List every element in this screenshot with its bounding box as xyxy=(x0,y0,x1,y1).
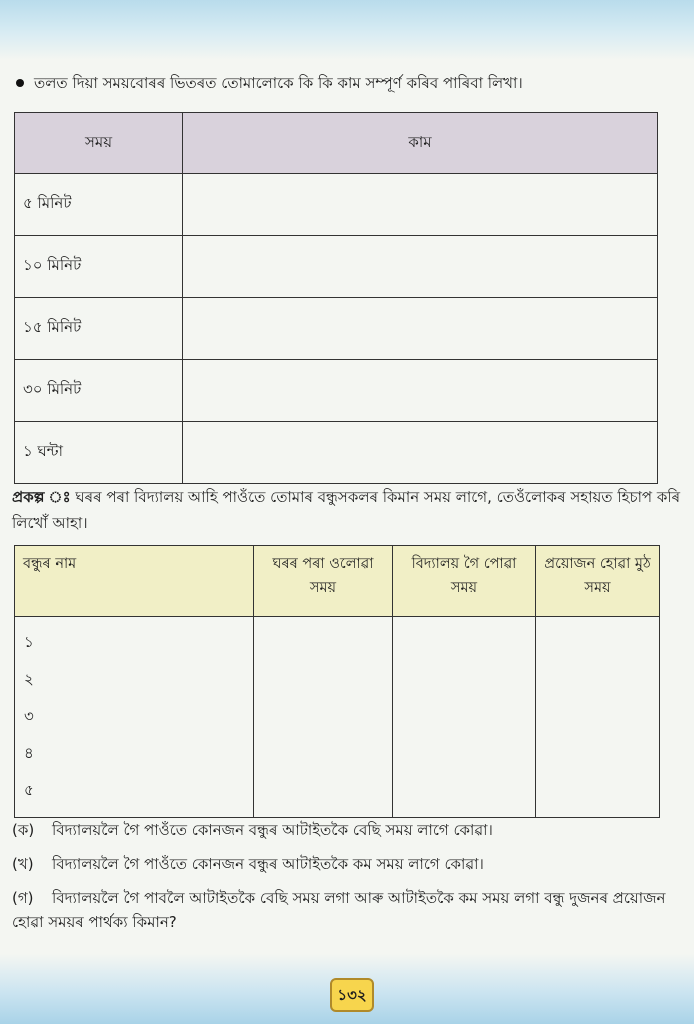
bullet-icon xyxy=(16,79,24,87)
total-time-cell[interactable] xyxy=(536,617,660,818)
project-paragraph xyxy=(12,484,682,536)
header-leave-home-time: ঘৰৰ পৰা ওলোৱা সময় xyxy=(254,546,393,617)
page-number: ১৩২ xyxy=(330,978,374,1012)
project-text: ঘৰৰ পৰা বিদ্যালয় আহি পাওঁতে তোমাৰ বন্ধুসকলৰ কিমান সময় লাগে, তেওঁলোকৰ সহায়ত হিচাপ কৰি লিখোঁ আহা। xyxy=(12,488,681,532)
header-friend-name: বন্ধুৰ নাম xyxy=(15,546,254,617)
list-item: ৪ xyxy=(24,744,34,762)
page-top-shade xyxy=(0,0,694,60)
task-cell[interactable] xyxy=(183,422,658,484)
instruction-line xyxy=(12,72,682,94)
project-label: প্ৰকল্প ঃ xyxy=(12,488,71,506)
table-row xyxy=(15,617,660,818)
time-cell: ১৫ মিনিট xyxy=(15,298,183,360)
table-header-row xyxy=(15,113,658,174)
header-reach-school-time: বিদ্যালয় গৈ পোৱা সময় xyxy=(393,546,536,617)
question-ka xyxy=(12,818,684,842)
list-item: ৫ xyxy=(24,781,34,799)
header-task: কাম xyxy=(183,113,658,174)
task-cell[interactable] xyxy=(183,236,658,298)
question-text: বিদ্যালয়লৈ গৈ পাওঁতে কোনজন বন্ধুৰ আটাইতকৈ বেছি সময় লাগে কোৱা। xyxy=(52,821,493,839)
table-row xyxy=(15,236,658,298)
question-text: বিদ্যালয়লৈ গৈ পাওঁতে কোনজন বন্ধুৰ আটাইতকৈ কম সময় লাগে কোৱা। xyxy=(52,855,484,873)
friends-time-table xyxy=(14,545,660,818)
instruction-text: তলত দিয়া সময়বোৰৰ ভিতৰত তোমালোকে কি কি কাম সম্পূর্ণ কৰিব পাৰিবা লিখা। xyxy=(34,74,523,92)
number-list xyxy=(16,618,252,809)
table-row xyxy=(15,174,658,236)
question-kha xyxy=(12,852,684,876)
task-cell[interactable] xyxy=(183,360,658,422)
question-text: বিদ্যালয়লৈ গৈ পাবলৈ আটাইতকৈ বেছি সময় লগা আৰু আটাইতকৈ কম সময় লগা বন্ধু দুজনৰ প্ৰয়োজন হোৱা সময়ৰ পাৰ্থক্য কিমান? xyxy=(12,889,666,931)
header-time: সময় xyxy=(15,113,183,174)
time-cell: ১০ মিনিট xyxy=(15,236,183,298)
question-label: (ক) xyxy=(12,821,35,839)
question-ga xyxy=(12,886,684,934)
list-item: ১ xyxy=(24,633,34,651)
friend-name-cell[interactable] xyxy=(15,617,254,818)
table-row xyxy=(15,422,658,484)
time-cell: ৫ মিনিট xyxy=(15,174,183,236)
header-total-time: প্ৰয়োজন হোৱা মুঠ সময় xyxy=(536,546,660,617)
question-label: (খ) xyxy=(12,855,34,873)
task-cell[interactable] xyxy=(183,298,658,360)
table-header-row xyxy=(15,546,660,617)
table-row xyxy=(15,360,658,422)
reach-time-cell[interactable] xyxy=(393,617,536,818)
time-cell: ১ ঘন্টা xyxy=(15,422,183,484)
question-label: (গ) xyxy=(12,889,34,907)
time-cell: ৩০ মিনিট xyxy=(15,360,183,422)
time-task-table xyxy=(14,112,658,484)
task-cell[interactable] xyxy=(183,174,658,236)
list-item: ৩ xyxy=(24,707,34,725)
leave-time-cell[interactable] xyxy=(254,617,393,818)
list-item: ২ xyxy=(24,670,34,688)
table-row xyxy=(15,298,658,360)
